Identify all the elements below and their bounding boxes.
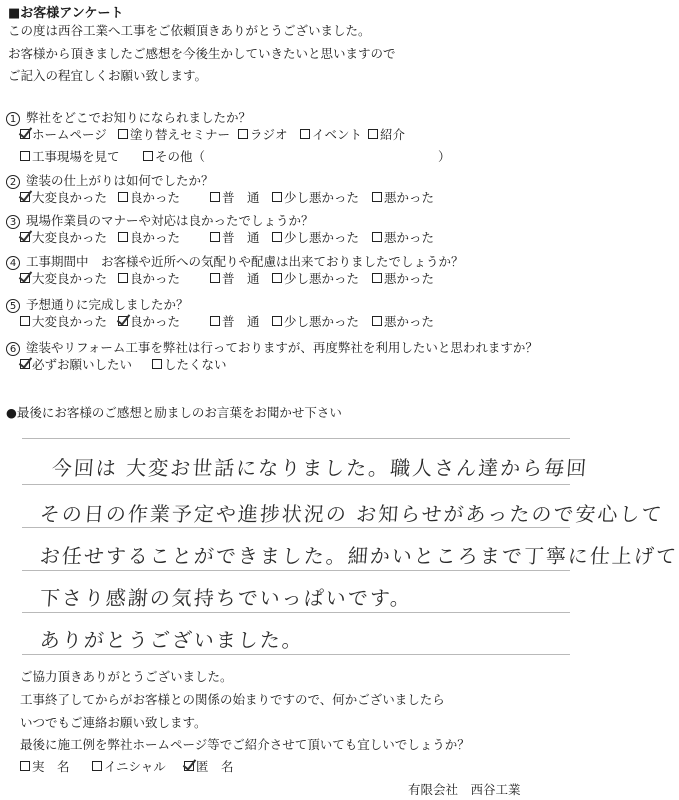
option-label: 良かった xyxy=(130,190,181,205)
question-4 xyxy=(6,252,464,270)
option-anonymous[interactable] xyxy=(184,757,264,775)
checkbox[interactable] xyxy=(20,359,30,369)
checkbox[interactable] xyxy=(20,232,30,242)
option-label: 少し悪かった xyxy=(284,230,360,245)
option-label: 実 名 xyxy=(32,759,70,774)
page-title: ■お客様アンケート xyxy=(8,6,124,21)
checkbox[interactable] xyxy=(184,761,194,771)
option-label: 良かった xyxy=(130,314,181,329)
question-number: 3 xyxy=(6,215,20,229)
option-item[interactable] xyxy=(238,125,288,143)
option-item[interactable] xyxy=(20,228,107,246)
checkbox[interactable] xyxy=(372,192,382,202)
ruled-line xyxy=(22,484,570,485)
option-item[interactable] xyxy=(20,312,107,330)
option-label: 普 通 xyxy=(222,230,260,245)
question-text: 弊社をどこでお知りになられましたか？ xyxy=(26,110,252,125)
question-number: 5 xyxy=(6,299,20,313)
option-label: 普 通 xyxy=(222,314,260,329)
question-5 xyxy=(6,295,189,313)
checkbox[interactable] xyxy=(210,192,220,202)
option-item[interactable] xyxy=(118,228,180,246)
intro-line-3: ご記入の程宜しくお願い致します。 xyxy=(8,68,208,83)
checkbox[interactable] xyxy=(118,129,128,139)
option-item[interactable] xyxy=(152,355,227,373)
checkbox[interactable] xyxy=(20,151,30,161)
option-item[interactable] xyxy=(210,312,260,330)
question-text: 工事期間中 お客様や近所への気配りや配慮は出来ておりましたでしょうか？ xyxy=(26,254,464,269)
checkbox[interactable] xyxy=(272,232,282,242)
option-item[interactable] xyxy=(372,228,434,246)
checkbox[interactable] xyxy=(300,129,310,139)
comment-line-2: その日の作業予定や進捗状況の お知らせがあったので安心して xyxy=(39,502,665,526)
option-item[interactable] xyxy=(272,188,359,206)
question-text: 塗装の仕上がりは如何でしたか？ xyxy=(26,173,214,188)
option-item[interactable] xyxy=(20,355,132,373)
option-item[interactable] xyxy=(20,125,107,143)
option-item[interactable] xyxy=(210,269,260,287)
option-label: 良かった xyxy=(130,230,181,245)
option-label: 少し悪かった xyxy=(284,271,360,286)
option-label: 良かった xyxy=(130,271,181,286)
footer-line-1: ご協力頂きありがとうございました。 xyxy=(20,669,233,684)
checkbox[interactable] xyxy=(272,273,282,283)
checkbox[interactable] xyxy=(20,192,30,202)
checkbox[interactable] xyxy=(92,761,102,771)
question-text: 予想通りに完成しましたか？ xyxy=(26,297,189,312)
option-item[interactable] xyxy=(118,312,180,330)
ruled-line xyxy=(22,612,570,613)
question-2 xyxy=(6,171,214,189)
name-disclosure-options xyxy=(20,757,264,775)
option-item[interactable] xyxy=(272,312,359,330)
close-paren: ） xyxy=(438,149,451,164)
option-item[interactable] xyxy=(20,147,120,165)
ruled-line xyxy=(22,527,570,528)
option-label: ホームページ xyxy=(32,127,107,142)
option-item[interactable] xyxy=(118,188,180,206)
question-number: 4 xyxy=(6,256,20,270)
checkbox[interactable] xyxy=(372,273,382,283)
option-item[interactable] xyxy=(372,269,434,287)
checkbox[interactable] xyxy=(118,316,128,326)
option-item[interactable] xyxy=(372,188,434,206)
option-label: 大変良かった xyxy=(32,314,108,329)
option-label: その他（ xyxy=(155,149,206,164)
option-real-name[interactable] xyxy=(20,757,92,775)
option-item[interactable] xyxy=(368,125,405,143)
option-item[interactable] xyxy=(118,125,230,143)
question-number: 2 xyxy=(6,175,20,189)
comment-line-4: 下さり感謝の気持ちでいっぱいです。 xyxy=(39,586,413,610)
footer-line-4: 最後に施工例を弊社ホームページ等でご紹介させて頂いても宜しいでしょうか？ xyxy=(20,737,470,752)
question-number: 1 xyxy=(6,112,20,126)
option-label: したくない xyxy=(164,357,227,372)
option-item[interactable] xyxy=(272,228,359,246)
option-label: 少し悪かった xyxy=(284,314,360,329)
intro-line-2: お客様から頂きましたご感想を今後生かしていきたいと思いますので xyxy=(8,46,396,61)
footer-line-2: 工事終了してからがお客様との関係の始まりですので、何かございましたら xyxy=(20,692,445,707)
option-label: 悪かった xyxy=(384,271,435,286)
option-item[interactable] xyxy=(372,312,434,330)
option-label: 悪かった xyxy=(384,230,435,245)
option-label: 必ずお願いしたい xyxy=(32,357,133,372)
checkbox[interactable] xyxy=(210,273,220,283)
question-3 xyxy=(6,211,314,229)
checkbox[interactable] xyxy=(210,232,220,242)
question-text: 塗装やリフォーム工事を弊社は行っておりますが、再度弊社を利用したいと思われますか？ xyxy=(26,340,538,355)
option-label: 少し悪かった xyxy=(284,190,360,205)
option-label: イベント xyxy=(312,127,363,142)
comment-line-5: ありがとうございました。 xyxy=(39,628,305,652)
option-label: 大変良かった xyxy=(32,230,108,245)
option-label: 塗り替えセミナー xyxy=(130,127,231,142)
option-label: 大変良かった xyxy=(32,271,108,286)
checkbox[interactable] xyxy=(118,273,128,283)
checkbox[interactable] xyxy=(238,129,248,139)
question-6 xyxy=(6,338,538,356)
comment-line-1: 今回は 大変お世話になりました。職人さん達から毎回 xyxy=(51,456,590,480)
question-number: 6 xyxy=(6,342,20,356)
intro-line-1: この度は西谷工業へ工事をご依頼頂きありがとうございました。 xyxy=(8,23,371,38)
checkbox[interactable] xyxy=(20,316,30,326)
checkbox[interactable] xyxy=(272,192,282,202)
checkbox[interactable] xyxy=(118,232,128,242)
option-item[interactable] xyxy=(143,147,205,165)
option-label: 普 通 xyxy=(222,271,260,286)
option-item[interactable] xyxy=(20,269,107,287)
checkbox[interactable] xyxy=(20,273,30,283)
option-item[interactable] xyxy=(118,269,180,287)
footer-line-3: いつでもご連絡お願い致します。 xyxy=(20,715,207,730)
ruled-line xyxy=(22,570,570,571)
question-1 xyxy=(6,108,251,126)
option-label: 普 通 xyxy=(222,190,260,205)
comments-heading: ●最後にお客様のご感想と励ましのお言葉をお聞かせ下さい xyxy=(6,405,342,420)
checkbox[interactable] xyxy=(152,359,162,369)
option-label: 匿 名 xyxy=(196,759,234,774)
option-label: ラジオ xyxy=(250,127,288,142)
option-initials[interactable] xyxy=(92,757,184,775)
option-item[interactable] xyxy=(300,125,362,143)
checkbox[interactable] xyxy=(118,192,128,202)
checkbox[interactable] xyxy=(20,761,30,771)
checkbox[interactable] xyxy=(143,151,153,161)
option-label: 悪かった xyxy=(384,190,435,205)
option-item[interactable] xyxy=(210,188,260,206)
checkbox[interactable] xyxy=(210,316,220,326)
option-label: 紹介 xyxy=(380,127,406,142)
ruled-line xyxy=(22,654,570,655)
question-text: 現場作業員のマナーや対応は良かったでしょうか？ xyxy=(26,213,314,228)
option-label: 大変良かった xyxy=(32,190,108,205)
option-label: 工事現場を見て xyxy=(32,149,120,164)
checkbox[interactable] xyxy=(372,232,382,242)
option-item[interactable] xyxy=(210,228,260,246)
comment-line-3: お任せすることができました。細かいところまで丁寧に仕上げて xyxy=(39,544,679,568)
checkbox[interactable] xyxy=(372,316,382,326)
checkbox[interactable] xyxy=(368,129,378,139)
option-item[interactable] xyxy=(20,188,107,206)
ruled-line xyxy=(22,438,570,439)
option-label: イニシャル xyxy=(104,759,166,774)
option-label: 悪かった xyxy=(384,314,435,329)
checkbox[interactable] xyxy=(272,316,282,326)
checkbox[interactable] xyxy=(20,129,30,139)
option-item[interactable] xyxy=(272,269,359,287)
company-name: 有限会社 西谷工業 xyxy=(408,782,521,797)
